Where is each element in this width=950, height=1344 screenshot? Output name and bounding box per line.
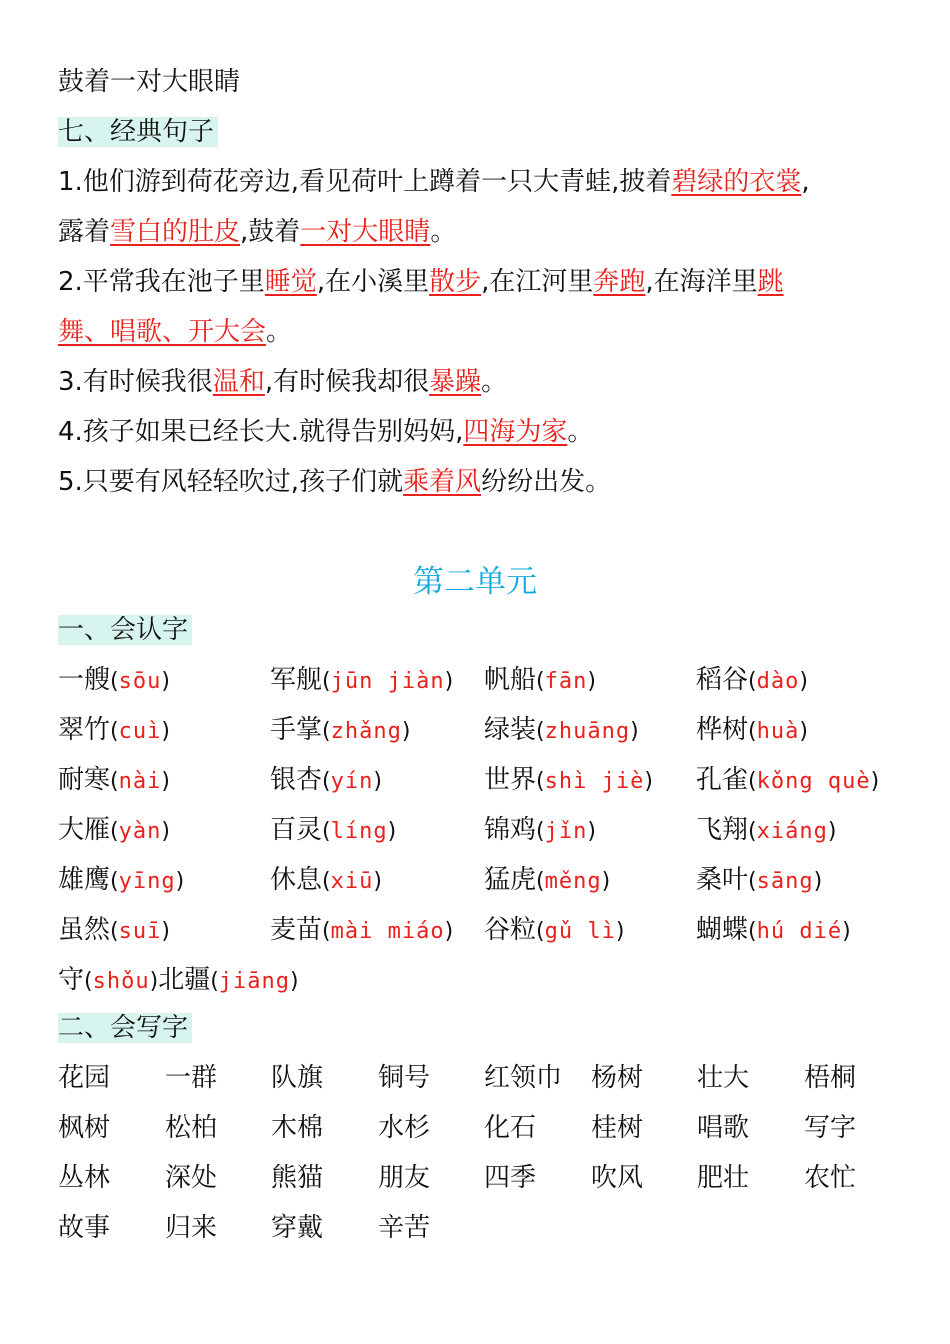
pinyin: měng: [544, 869, 602, 894]
pinyin: fān: [544, 669, 588, 694]
answer-text: 跳: [757, 267, 784, 297]
sentence-text: 。: [567, 417, 594, 447]
paren-open: (: [748, 719, 757, 744]
write-word: 吹风: [591, 1163, 644, 1193]
paren-open: (: [536, 719, 545, 744]
sentence-4-l1: [58, 414, 593, 450]
pinyin: kǒng què: [756, 769, 871, 794]
vocab-word: 耐寒: [58, 765, 111, 795]
section-title: 七、经典句子: [58, 117, 218, 147]
paren-close: ): [444, 669, 454, 694]
pinyin: yīng: [118, 869, 176, 894]
vocab-item: [696, 862, 822, 900]
write-word: 松柏: [165, 1113, 218, 1143]
paren-close: ): [161, 719, 170, 744]
paren-close: ): [587, 669, 596, 694]
pinyin: jiāng: [218, 969, 291, 994]
sentence-text: ,有时候我却很: [264, 367, 430, 397]
vocab-word: 雄鹰: [58, 865, 111, 895]
write-word: 枫树: [58, 1113, 111, 1143]
paren-open: (: [322, 869, 331, 894]
vocab-word: 北疆: [158, 965, 211, 995]
vocab-item: [58, 812, 170, 850]
paren-open: (: [322, 819, 331, 844]
answer-text: 散步: [429, 267, 482, 297]
vocab-item: [58, 712, 170, 750]
paren-close: ): [587, 819, 596, 844]
vocab-word: 稻谷: [696, 665, 749, 695]
paren-open: (: [748, 819, 757, 844]
paren-close: ): [373, 769, 382, 794]
write-word: 壮大: [697, 1063, 750, 1093]
paren-open: (: [748, 869, 757, 894]
paren-close: ): [161, 669, 170, 694]
paren-open: (: [210, 969, 219, 994]
paren-close: ): [373, 869, 382, 894]
answer-text: 一对大眼睛: [300, 217, 431, 247]
paren-close: ): [644, 769, 653, 794]
vocab-word: 孔雀: [696, 765, 749, 795]
vocab-word: 虽然: [58, 915, 111, 945]
paren-close: ): [401, 719, 411, 744]
vocab-item: [484, 712, 639, 750]
vocab-item: [58, 912, 170, 950]
pinyin: sāng: [756, 869, 814, 894]
answer-text: 奔跑: [593, 267, 646, 297]
paren-open: (: [536, 869, 545, 894]
pinyin: sōu: [118, 669, 162, 694]
paren-close: ): [290, 969, 299, 994]
write-word: 肥壮: [697, 1163, 750, 1193]
paren-open: (: [322, 669, 331, 694]
answer-text: 暴躁: [429, 367, 482, 397]
write-word: 归来: [165, 1213, 218, 1243]
paren-close: ): [799, 669, 808, 694]
answer-text: 舞、唱歌、开大会: [58, 317, 267, 347]
section-title: 一、会认字: [58, 615, 192, 645]
pinyin: jǐn: [544, 819, 588, 844]
write-word: 化石: [484, 1113, 537, 1143]
section-title: 二、会写字: [58, 1013, 192, 1043]
paren-close: ): [161, 819, 170, 844]
vocab-item: [696, 712, 808, 750]
vocab-item: [58, 862, 184, 900]
vocab-word: 一艘: [58, 665, 111, 695]
write-word: 朋友: [378, 1163, 431, 1193]
sentence-text: 4.孩子如果已经长大.就得告别妈妈,: [58, 417, 464, 447]
vocab-item: [270, 662, 453, 700]
pinyin: zhǎng: [330, 719, 402, 744]
sentence-2-l1: [58, 264, 784, 300]
vocab-item: [696, 762, 879, 800]
paren-close: ): [161, 769, 170, 794]
vocab-item: [270, 812, 396, 850]
write-word: 花园: [58, 1063, 111, 1093]
paren-open: (: [536, 769, 545, 794]
answer-text: 碧绿的衣裳: [671, 167, 802, 197]
paren-open: (: [110, 669, 119, 694]
write-word: 杨树: [591, 1063, 644, 1093]
vocab-word: 手掌: [270, 715, 323, 745]
pinyin: yàn: [118, 819, 162, 844]
sentence-text: 纷纷出发。: [481, 467, 612, 497]
pinyin: zhuāng: [544, 719, 631, 744]
paren-open: (: [322, 919, 331, 944]
paren-open: (: [536, 919, 545, 944]
answer-text: 雪白的肚皮: [110, 217, 241, 247]
paren-close: ): [630, 719, 639, 744]
vocab-word: 桑叶: [696, 865, 749, 895]
sentence-5-l1: [58, 464, 611, 500]
sentence-text: ,鼓着: [240, 217, 301, 247]
paren-close: ): [827, 819, 837, 844]
write-word: 辛苦: [378, 1213, 431, 1243]
paren-close: ): [175, 869, 185, 894]
vocab-word: 世界: [484, 765, 537, 795]
pinyin: mài miáo: [330, 919, 445, 944]
paren-open: (: [748, 769, 757, 794]
vocab-item: [58, 762, 170, 800]
paren-open: (: [748, 919, 757, 944]
write-word: 梧桐: [804, 1063, 857, 1093]
paren-close: ): [149, 969, 159, 994]
pinyin: shì jiè: [544, 769, 645, 794]
sentence-text: 1.他们游到荷花旁边,看见荷叶上蹲着一只大青蛙,披着: [58, 167, 672, 197]
vocab-word: 锦鸡: [484, 815, 537, 845]
paren-open: (: [322, 769, 331, 794]
sentence-1-l2: [58, 214, 456, 250]
vocab-word: 银杏: [270, 765, 323, 795]
sentence-text: ,在小溪里: [316, 267, 430, 297]
vocab-item: [696, 662, 808, 700]
write-word: 队旗: [271, 1063, 324, 1093]
vocab-item: [58, 962, 158, 1000]
write-word: 木棉: [271, 1113, 324, 1143]
answer-text: 四海为家: [463, 417, 568, 447]
vocab-item: [484, 912, 624, 950]
answer-text: 乘着风: [403, 467, 482, 497]
paren-open: (: [536, 819, 545, 844]
vocab-word: 休息: [270, 865, 323, 895]
answer-text: 温和: [212, 367, 265, 397]
vocab-item: [696, 812, 836, 850]
pinyin: hú dié: [756, 919, 843, 944]
paren-open: (: [322, 719, 331, 744]
vocab-word: 蝴蝶: [696, 915, 749, 945]
vocab-word: 猛虎: [484, 865, 537, 895]
paren-close: ): [615, 919, 625, 944]
vocab-item: [484, 862, 610, 900]
paren-close: ): [601, 869, 611, 894]
vocab-item: [484, 662, 596, 700]
write-word: 唱歌: [697, 1113, 750, 1143]
write-word: 红领巾: [484, 1063, 563, 1093]
vocab-item: [270, 862, 382, 900]
paren-close: ): [870, 769, 880, 794]
write-word: 丛林: [58, 1163, 111, 1193]
sentence-text: 露着: [58, 217, 111, 247]
top-line: 鼓着一对大眼睛: [58, 67, 241, 97]
sentence-text: 3.有时候我很: [58, 367, 213, 397]
section-heading-recognize-chars: [58, 612, 192, 648]
pinyin: nài: [118, 769, 162, 794]
vocab-word: 谷粒: [484, 915, 537, 945]
paren-open: (: [84, 969, 93, 994]
paren-close: ): [842, 919, 851, 944]
vocab-word: 桦树: [696, 715, 749, 745]
pinyin: líng: [330, 819, 388, 844]
paren-close: ): [444, 919, 454, 944]
paren-open: (: [110, 869, 119, 894]
paren-close: ): [161, 919, 170, 944]
vocab-item: [696, 912, 851, 950]
vocab-word: 百灵: [270, 815, 323, 845]
sentence-text: 。: [430, 217, 457, 247]
sentence-1-l1: [58, 164, 810, 200]
pinyin: jūn jiàn: [330, 669, 445, 694]
unit-title: 第二单元: [413, 564, 537, 600]
pinyin: dào: [756, 669, 800, 694]
vocab-item: [484, 762, 653, 800]
vocab-item: [270, 762, 382, 800]
pinyin: suī: [118, 919, 162, 944]
vocab-item: [158, 962, 298, 1000]
pinyin: huà: [756, 719, 800, 744]
sentence-text: ,: [801, 167, 810, 197]
vocab-word: 绿装: [484, 715, 537, 745]
sentence-text: 。: [481, 367, 508, 397]
vocab-word: 飞翔: [696, 815, 749, 845]
section-heading-classic-sentences: [58, 114, 218, 150]
sentence-3-l1: [58, 364, 507, 400]
write-word: 铜号: [378, 1063, 431, 1093]
sentence-text: ,在海洋里: [645, 267, 758, 297]
paren-close: ): [799, 719, 808, 744]
sentence-2-l2: [58, 314, 292, 350]
section-heading-write-chars: [58, 1010, 192, 1046]
paren-open: (: [110, 719, 119, 744]
pinyin: shǒu: [92, 969, 150, 994]
write-word: 四季: [484, 1163, 537, 1193]
vocab-item: [270, 912, 453, 950]
write-word: 故事: [58, 1213, 111, 1243]
paren-open: (: [748, 669, 757, 694]
pinyin: xiū: [330, 869, 374, 894]
write-word: 水杉: [378, 1113, 431, 1143]
vocab-word: 大雁: [58, 815, 111, 845]
write-word: 深处: [165, 1163, 218, 1193]
vocab-word: 守: [58, 965, 85, 995]
paren-close: ): [813, 869, 823, 894]
answer-text: 睡觉: [264, 267, 317, 297]
vocab-word: 军舰: [270, 665, 323, 695]
paren-close: ): [387, 819, 397, 844]
vocab-item: [58, 662, 170, 700]
sentence-text: 5.只要有风轻轻吹过,孩子们就: [58, 467, 404, 497]
sentence-text: ,在江河里: [481, 267, 594, 297]
vocab-word: 翠竹: [58, 715, 111, 745]
sentence-text: 2.平常我在池子里: [58, 267, 265, 297]
paren-open: (: [110, 769, 119, 794]
vocab-item: [484, 812, 596, 850]
write-word: 穿戴: [271, 1213, 324, 1243]
pinyin: xiáng: [756, 819, 828, 844]
write-word: 农忙: [804, 1163, 857, 1193]
paren-open: (: [536, 669, 545, 694]
pinyin: yín: [330, 769, 374, 794]
pinyin: cuì: [118, 719, 162, 744]
paren-open: (: [110, 819, 119, 844]
write-word: 一群: [165, 1063, 218, 1093]
write-word: 桂树: [591, 1113, 644, 1143]
write-word: 写字: [804, 1113, 857, 1143]
vocab-word: 帆船: [484, 665, 537, 695]
write-word: 熊猫: [271, 1163, 324, 1193]
vocab-word: 麦苗: [270, 915, 323, 945]
vocab-item: [270, 712, 410, 750]
pinyin: gǔ lì: [544, 919, 616, 944]
sentence-text: 。: [266, 317, 293, 347]
paren-open: (: [110, 919, 119, 944]
